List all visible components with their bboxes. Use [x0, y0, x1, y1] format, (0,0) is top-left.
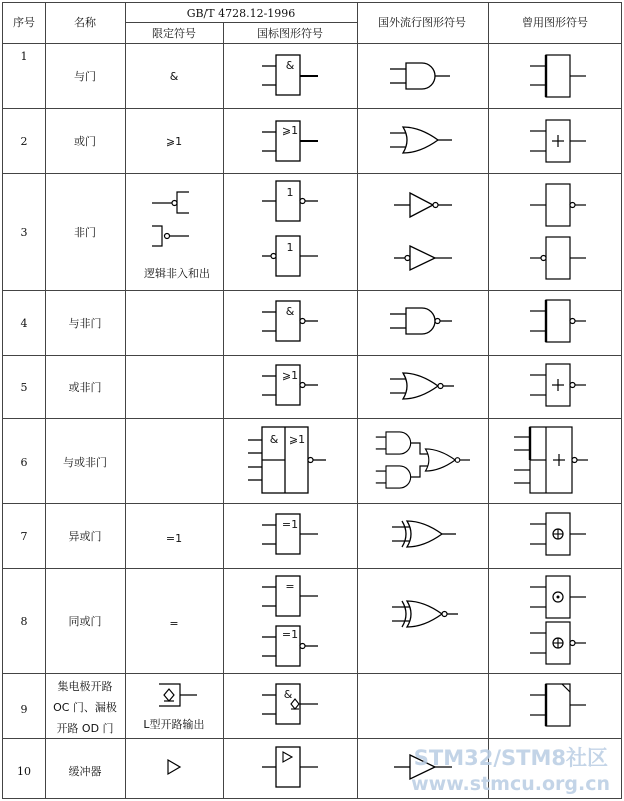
iec-nor-symbol: [262, 365, 318, 405]
table-header: [13, 7, 588, 40]
box-label: ⩾1: [281, 369, 299, 382]
qualifier-symbol: =1: [165, 532, 183, 545]
ansi-and-symbol: [390, 63, 450, 89]
qualifier-symbol: &: [169, 70, 179, 83]
legacy-not-symbol: [530, 184, 586, 226]
header-common: 曾用图形符号: [522, 16, 588, 29]
iec-not-symbol: [262, 236, 318, 276]
qualifier-symbol: ⩾1: [165, 135, 183, 148]
iec-xnor-symbol: [262, 576, 318, 616]
common-symbols-column: [514, 55, 588, 726]
row-index: 8: [20, 615, 28, 628]
row-index: 5: [20, 381, 28, 394]
gate-name: 或非门: [68, 381, 102, 394]
open-output-symbol: [159, 684, 197, 706]
box-label: ⩾1: [281, 124, 299, 137]
negation-output-symbol: [152, 192, 189, 213]
national-symbols-column: [248, 55, 326, 787]
iec-and-symbol: [262, 55, 318, 95]
watermark-line2: www.stmcu.org.cn: [411, 773, 610, 795]
box-label: &: [269, 433, 279, 446]
negation-input-symbol: [152, 226, 189, 246]
gate-name-line: 集电极开路: [57, 680, 113, 693]
header-foreign: 国外流行图形符号: [378, 16, 466, 29]
ansi-or-symbol: [390, 127, 452, 153]
header-qualifier: 限定符号: [152, 27, 196, 40]
ansi-not-symbol: [394, 193, 452, 217]
iec-or-symbol: [262, 121, 318, 161]
gate-name: 或门: [74, 135, 96, 148]
gate-name: 同或门: [68, 615, 102, 628]
header-standard: GB/T 4728.12-1996: [186, 7, 296, 20]
header-name: 名称: [74, 16, 96, 29]
box-label: 1: [286, 241, 294, 254]
qualifier-note: L型开路输出: [143, 718, 205, 731]
legacy-xnor-symbol: [530, 576, 586, 618]
ansi-aoi-symbol: [376, 432, 470, 488]
row-index: 6: [20, 456, 28, 469]
ansi-xnor-symbol: [392, 601, 458, 627]
buffer-qualifier-triangle: [168, 760, 180, 774]
row-index: 1: [20, 50, 28, 63]
box-label: &: [285, 305, 295, 318]
gate-name: 与门: [74, 70, 96, 83]
gate-name: 异或门: [68, 530, 102, 543]
header-index: 序号: [13, 16, 35, 29]
legacy-nand-symbol: [530, 300, 586, 342]
gate-name: 非门: [74, 226, 96, 239]
row-index: 10: [17, 765, 31, 778]
legacy-xnor-alt-symbol: [530, 622, 586, 664]
watermark: [411, 746, 610, 795]
iec-buffer-symbol: [262, 747, 318, 787]
iec-aoi-symbol: [248, 427, 326, 493]
iec-xor-symbol: [262, 514, 318, 554]
watermark-line1: STM32/STM8社区: [413, 746, 608, 770]
legacy-xor-symbol: [530, 513, 586, 555]
row-index: 9: [20, 703, 28, 716]
iec-nand-symbol: [262, 301, 318, 341]
qualifier-note: 逻辑非入和出: [144, 267, 210, 280]
gate-name-line: OC 门、漏极: [53, 701, 117, 714]
iec-open-collector-symbol: [262, 684, 318, 724]
legacy-and-symbol: [530, 55, 586, 97]
box-label: =1: [281, 518, 299, 531]
box-label: 1: [286, 186, 294, 199]
gate-name-line: 开路 OD 门: [56, 722, 114, 735]
qualifier-symbol: =: [169, 617, 179, 630]
legacy-nor-symbol: [530, 364, 586, 406]
ansi-xor-symbol: [392, 521, 456, 547]
legacy-not-alt-symbol: [530, 237, 586, 279]
qualifier-column: [143, 70, 210, 774]
iec-not-symbol: [262, 181, 318, 221]
row-name-column: [53, 69, 117, 778]
legacy-open-collector-symbol: [530, 684, 586, 726]
box-label: &: [285, 59, 295, 72]
legacy-aoi-symbol: [514, 427, 588, 493]
row-index: 2: [20, 135, 28, 148]
gate-name: 与非门: [68, 317, 102, 330]
iec-xnor-alt-symbol: [262, 626, 318, 666]
row-index-column: [17, 50, 31, 778]
row-index: 3: [20, 226, 28, 239]
box-label: =1: [281, 628, 299, 641]
legacy-or-symbol: [530, 120, 586, 162]
ansi-nor-symbol: [390, 373, 454, 399]
row-index: 7: [20, 530, 28, 543]
ansi-not-alt-symbol: [394, 246, 452, 270]
box-label: =: [285, 580, 295, 593]
foreign-symbols-column: [376, 63, 470, 779]
ansi-nand-symbol: [390, 308, 452, 334]
gate-name: 缓冲器: [68, 765, 102, 778]
box-label: ⩾1: [288, 433, 306, 446]
gate-name: 与或非门: [63, 456, 107, 469]
box-label: &: [283, 688, 293, 701]
row-index: 4: [20, 317, 28, 330]
header-national: 国标图形符号: [257, 27, 323, 40]
